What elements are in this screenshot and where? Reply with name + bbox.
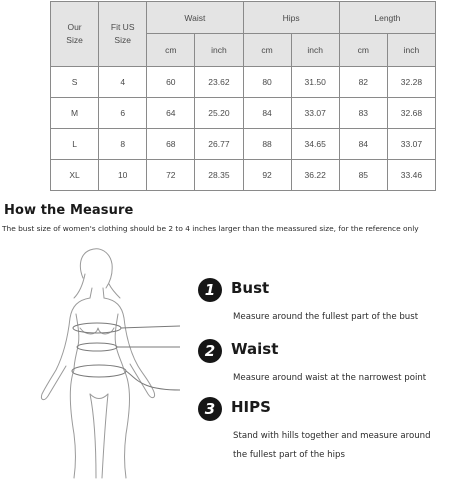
header-length-inch: inch — [387, 34, 435, 67]
measure-note: The bust size of women's clothing should be 2 to 4 inches larger than the meassured size, for the reference only — [2, 224, 419, 233]
cell-hips-inch: 34.65 — [291, 129, 339, 160]
size-chart-table — [50, 1, 436, 191]
step-1-label: Bust — [231, 279, 270, 297]
cell-waist-inch: 28.35 — [195, 160, 243, 191]
cell-waist-cm: 68 — [147, 129, 195, 160]
cell-waist-cm: 60 — [147, 67, 195, 98]
header-our-size-text: Our Size — [66, 22, 83, 45]
bust-leader-line — [121, 326, 180, 328]
step-3-description: Stand with hills together and measure around the fullest part of the hips — [233, 431, 431, 460]
cell-waist-cm: 72 — [147, 160, 195, 191]
cell-fit-us: 8 — [99, 129, 147, 160]
cell-length-inch: 32.28 — [387, 67, 435, 98]
step-2-description: Measure around waist at the narrowest point — [233, 373, 427, 383]
cell-length-cm: 83 — [339, 98, 387, 129]
figure-torso-right — [115, 314, 124, 370]
step-2-label: Waist — [231, 340, 279, 358]
cell-waist-cm: 64 — [147, 98, 195, 129]
step-1-description: Measure around the fullest part of the bust — [233, 312, 419, 322]
cell-waist-inch: 23.62 — [195, 67, 243, 98]
header-waist-cm: cm — [147, 34, 195, 67]
table-row — [51, 160, 436, 191]
cell-size: XL — [51, 160, 99, 191]
table-row — [51, 129, 436, 160]
header-hips: Hips — [243, 2, 339, 34]
body-figure-illustration — [30, 244, 190, 481]
figure-right-leg — [124, 370, 130, 478]
cell-size: S — [51, 67, 99, 98]
cell-waist-inch: 26.77 — [195, 129, 243, 160]
cell-hips-inch: 31.50 — [291, 67, 339, 98]
cell-fit-us: 4 — [99, 67, 147, 98]
table-row — [51, 98, 436, 129]
cell-length-inch: 33.07 — [387, 129, 435, 160]
header-hips-inch: inch — [291, 34, 339, 67]
step-2-number-badge: 2 — [198, 339, 222, 363]
cell-hips-cm: 84 — [243, 98, 291, 129]
figure-crotch — [90, 394, 108, 399]
step-3-label: HIPS — [231, 398, 271, 416]
step-1-number-badge: 1 — [198, 278, 222, 302]
cell-length-inch: 32.68 — [387, 98, 435, 129]
cell-length-cm: 84 — [339, 129, 387, 160]
figure-left-leg — [70, 370, 75, 478]
figure-neck — [90, 288, 104, 298]
size-chart-body — [51, 67, 436, 191]
figure-head — [80, 249, 112, 288]
cell-hips-inch: 36.22 — [291, 160, 339, 191]
measure-title: How the Measure — [4, 203, 134, 218]
size-chart-header — [51, 2, 436, 67]
table-row — [51, 67, 436, 98]
header-waist: Waist — [147, 2, 243, 34]
cell-hips-cm: 92 — [243, 160, 291, 191]
cell-length-inch: 33.46 — [387, 160, 435, 191]
waist-tape — [77, 343, 117, 351]
step-3-number-badge: 3 — [198, 397, 222, 421]
cell-fit-us: 10 — [99, 160, 147, 191]
header-hips-cm: cm — [243, 34, 291, 67]
figure-inner-legs — [90, 394, 108, 478]
figure-torso-left — [74, 314, 79, 370]
figure-right-arm — [104, 298, 155, 398]
cell-hips-inch: 33.07 — [291, 98, 339, 129]
header-length-cm: cm — [339, 34, 387, 67]
cell-size: L — [51, 129, 99, 160]
header-waist-inch: inch — [195, 34, 243, 67]
hips-tape — [72, 365, 126, 377]
figure-hair-right — [109, 284, 120, 298]
header-fit-us-size-text: Fit US Size — [110, 22, 135, 45]
cell-size: M — [51, 98, 99, 129]
header-length: Length — [339, 2, 435, 34]
figure-left-arm — [41, 298, 90, 400]
cell-length-cm: 82 — [339, 67, 387, 98]
cell-waist-inch: 25.20 — [195, 98, 243, 129]
hips-leader-line — [126, 371, 180, 390]
header-fit-us-size — [99, 2, 147, 67]
cell-length-cm: 85 — [339, 160, 387, 191]
header-our-size — [51, 2, 99, 67]
cell-hips-cm: 80 — [243, 67, 291, 98]
cell-hips-cm: 88 — [243, 129, 291, 160]
cell-fit-us: 6 — [99, 98, 147, 129]
